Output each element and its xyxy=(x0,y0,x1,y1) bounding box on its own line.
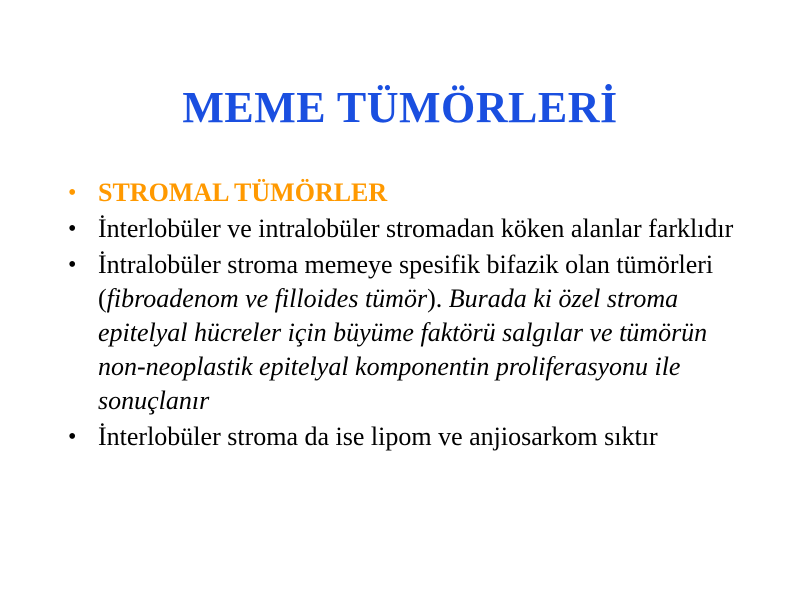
bullet-heading-text: STROMAL TÜMÖRLER xyxy=(98,178,388,207)
bullet-list xyxy=(66,176,746,454)
bullet-text-plain: İntralobüler stroma memeye spesifik bifazik olan tümörleri ( xyxy=(98,250,714,313)
bullet-text-italic: fibroadenom ve filloides tümör xyxy=(106,284,428,313)
bullet-text-plain-2: ). xyxy=(427,284,449,313)
bullet-dot-icon: • xyxy=(68,424,77,450)
bullet-dot-icon: • xyxy=(68,180,77,206)
bullet-item-origin xyxy=(66,212,746,246)
bullet-item-stromal xyxy=(66,176,746,210)
bullet-text: İnterlobüler stroma da ise lipom ve anjiosarkom sıktır xyxy=(98,422,658,451)
bullet-item-interlobular xyxy=(66,420,746,454)
slide-title: MEME TÜMÖRLERİ xyxy=(182,83,618,132)
bullet-text-italic-2: Burada ki özel stroma epitelyal hücreler için büyüme faktörü salgılar ve tümörün non-neoplastik epitelyal komponentin proliferasyonu ile sonuçlanır xyxy=(98,284,708,415)
bullet-dot-icon: • xyxy=(68,252,77,278)
bullet-item-intralobular xyxy=(66,248,746,418)
bullet-text: İnterlobüler ve intralobüler stromadan köken alanlar farklıdır xyxy=(98,214,734,243)
bullet-dot-icon: • xyxy=(68,216,77,242)
